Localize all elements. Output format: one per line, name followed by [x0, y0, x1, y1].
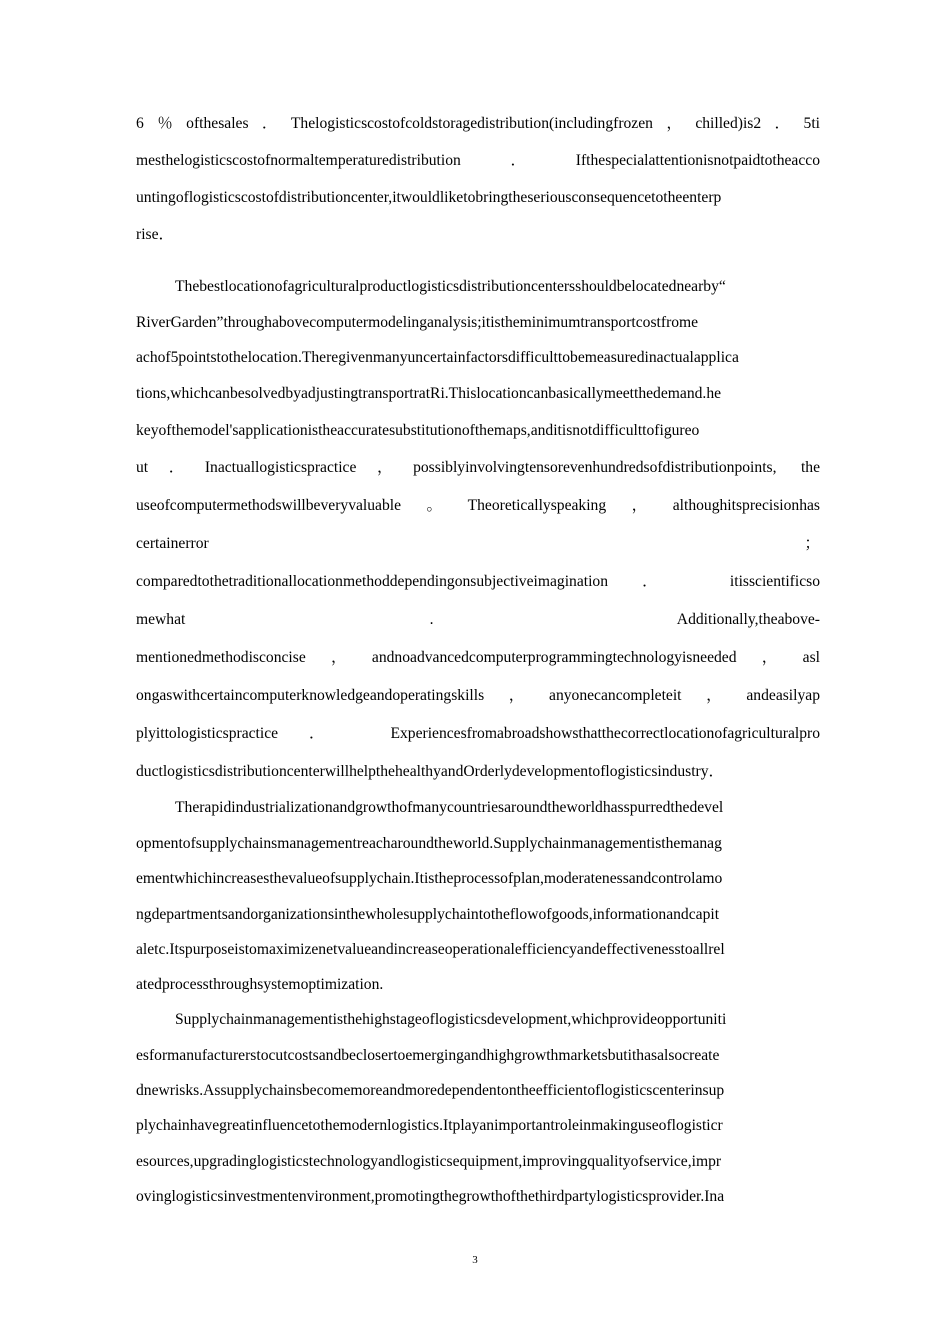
text-line: dnewrisks.Assupplychainsbecomemoreandmoredependentontheefficientoflogisticscenterinsup	[136, 1082, 725, 1099]
text-line: 6％ofthesales．Thelogisticscostofcoldstoragedistribution(includingfrozen，chilled)is2．5ti	[136, 115, 820, 132]
paragraph-first-line: Supplychainmanagementisthehighstageoflogisticsdevelopment,whichprovideopportuniti	[175, 1011, 727, 1028]
text-line: ut．Inactuallogisticspractice，possiblyinvolvingtensorevenhundredsofdistributionpoints, the	[136, 459, 820, 476]
text-line: rise．	[136, 226, 175, 243]
text-line: ementwhichincreasesthevalueofsupplychain.Itistheprocessofplan,moderatenessandcontrolamo	[136, 870, 723, 887]
text-line: atedprocessthroughsystemoptimization.	[136, 976, 384, 993]
text-line: ductlogisticsdistributioncenterwillhelpthehealthyandOrderlydevelopmentoflogisticsindustry．	[136, 763, 725, 780]
text-line: ngdepartmentsandorganizationsinthewholesupplychaintotheflowofgoods,informationandcapit	[136, 906, 720, 923]
text-line: plychainhavegreatinfluencetothemodernlogistics.Itplayanimportantroleinmakinguseoflogisticr	[136, 1117, 723, 1134]
text-line: mesthelogisticscostofnormaltemperaturedistribution．Ifthespecialattentionisnotpaidtotheacco	[136, 152, 820, 169]
paragraph-first-line: Thebestlocationofagriculturalproductlogisticsdistributioncentersshouldbelocatednearby“	[175, 278, 726, 295]
text-line: aletc.Itspurposeistomaximizenetvalueandincreaseoperationalefficiencyandeffectivenesstoallrel	[136, 941, 725, 958]
text-line: useofcomputermethodswillbeveryvaluable。Theoreticallyspeaking，althoughitsprecisionhas	[136, 497, 820, 514]
text-line: RiverGarden”throughabovecomputermodelinganalysis;itistheminimumtransportcostfrome	[136, 314, 699, 331]
text-line: certainerror ；	[136, 535, 820, 552]
text-line: untingoflogisticscostofdistributioncenter,itwouldliketobringtheseriousconsequencetotheenterp	[136, 189, 722, 206]
text-line: achof5pointstothelocation.Theregivenmanyuncertainfactorsdifficulttobemeasuredinactualapplica	[136, 349, 739, 366]
text-line: tions,whichcanbesolvedbyadjustingtransportratRi.Thislocationcanbasicallymeetthedemand.he	[136, 385, 722, 402]
text-line: esources,upgradinglogisticstechnologyandlogisticsequipment,improvingqualityofservice,impr	[136, 1153, 722, 1170]
text-line: mentionedmethodisconcise，andnoadvancedcomputerprogrammingtechnologyisneeded，asl	[136, 649, 820, 666]
paragraph-first-line: Therapidindustrializationandgrowthofmanycountriesaroundtheworldhasspurredthedevel	[175, 799, 724, 816]
text-line: opmentofsupplychainsmanagementreacharoundtheworld.Supplychainmanagementisthemanag	[136, 835, 722, 852]
text-line: plyittologisticspractice． Experiencesfromabroadshowsthatthecorrectlocationofagriculturalpro	[136, 725, 820, 742]
page-number: 3	[472, 1254, 478, 1266]
text-line: esformanufacturerstocutcostsandbeclosertoemergingandhighgrowthmarketsbutithasalsocreate	[136, 1047, 720, 1064]
text-line: comparedtothetraditionallocationmethoddependingonsubjectiveimagination． itisscientificso	[136, 573, 820, 590]
text-line: ovinglogisticsinvestmentenvironment,promotingthegrowthofthethirdpartylogisticsprovider.Ina	[136, 1188, 725, 1205]
text-line: ongaswithcertaincomputerknowledgeandoperatingskills，anyonecancompleteit，andeasilyap	[136, 687, 820, 704]
text-line: keyofthemodel'sapplicationistheaccuratesubstitutionofthemaps,anditisnotdifficulttofigureo	[136, 422, 700, 439]
text-line: mewhat . Additionally,theabove-	[136, 611, 820, 628]
